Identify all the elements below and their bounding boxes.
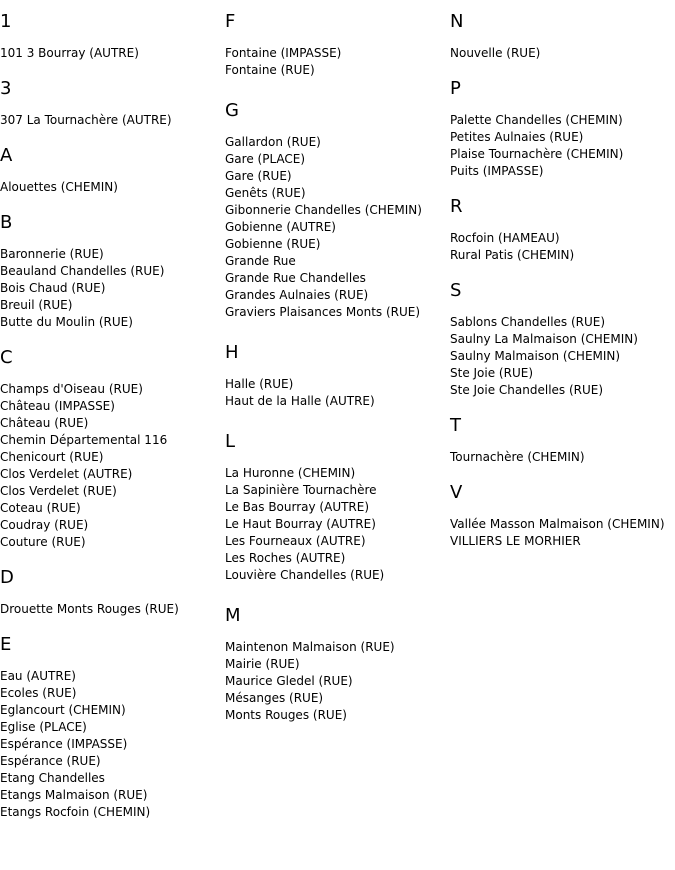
street-link[interactable]: 101 3 Bourray (AUTRE) bbox=[0, 46, 139, 60]
street-link[interactable]: Château (IMPASSE) bbox=[0, 399, 115, 413]
street-link[interactable]: Nouvelle (RUE) bbox=[450, 46, 541, 60]
street-index-column-3 bbox=[450, 0, 675, 550]
letter-group bbox=[450, 78, 675, 180]
letter-heading: 1 bbox=[0, 11, 12, 32]
street-index-column-2 bbox=[225, 0, 450, 724]
letter-group bbox=[450, 415, 675, 466]
street-link[interactable]: Rural Patis (CHEMIN) bbox=[450, 248, 575, 262]
street-link[interactable]: Couture (RUE) bbox=[0, 535, 86, 549]
street-list bbox=[0, 381, 225, 551]
street-link[interactable]: Maintenon Malmaison (RUE) bbox=[225, 640, 395, 654]
street-link[interactable]: Vallée Masson Malmaison (CHEMIN) bbox=[450, 517, 665, 531]
street-link[interactable]: Eglancourt (CHEMIN) bbox=[0, 703, 126, 717]
street-list bbox=[450, 112, 675, 180]
street-link[interactable]: Bois Chaud (RUE) bbox=[0, 281, 106, 295]
street-link[interactable]: 307 La Tournachère (AUTRE) bbox=[0, 113, 172, 127]
street-link[interactable]: Mésanges (RUE) bbox=[225, 691, 324, 705]
street-link[interactable]: Drouette Monts Rouges (RUE) bbox=[0, 602, 179, 616]
street-link[interactable]: Breuil (RUE) bbox=[0, 298, 73, 312]
letter-heading: E bbox=[0, 634, 12, 655]
letter-group bbox=[225, 100, 450, 321]
street-list bbox=[225, 639, 450, 724]
letter-heading: H bbox=[225, 342, 239, 363]
street-link[interactable]: Gallardon (RUE) bbox=[225, 135, 321, 149]
letter-heading: M bbox=[225, 605, 241, 626]
street-link[interactable]: Espérance (IMPASSE) bbox=[0, 737, 128, 751]
street-link[interactable]: Butte du Moulin (RUE) bbox=[0, 315, 133, 329]
letter-group bbox=[0, 567, 225, 618]
street-link[interactable]: Coteau (RUE) bbox=[0, 501, 81, 515]
letter-heading: B bbox=[0, 212, 13, 233]
letter-heading: N bbox=[450, 11, 464, 32]
street-link[interactable]: Genêts (RUE) bbox=[225, 186, 306, 200]
street-link[interactable]: Grandes Aulnaies (RUE) bbox=[225, 288, 369, 302]
letter-group bbox=[450, 482, 675, 550]
letter-group bbox=[225, 11, 450, 79]
street-list bbox=[225, 465, 450, 584]
street-link[interactable]: Champs d'Oiseau (RUE) bbox=[0, 382, 143, 396]
letter-heading: L bbox=[225, 431, 236, 452]
street-link[interactable]: La Huronne (CHEMIN) bbox=[225, 466, 356, 480]
street-link[interactable]: Baronnerie (RUE) bbox=[0, 247, 104, 261]
letter-heading: G bbox=[225, 100, 239, 121]
street-list bbox=[225, 376, 450, 410]
street-link[interactable]: Beauland Chandelles (RUE) bbox=[0, 264, 165, 278]
street-link[interactable]: Monts Rouges (RUE) bbox=[225, 708, 347, 722]
letter-heading: D bbox=[0, 567, 14, 588]
street-link[interactable]: Fontaine (RUE) bbox=[225, 63, 315, 77]
street-link[interactable]: Grande Rue bbox=[225, 254, 296, 268]
letter-group bbox=[225, 431, 450, 584]
street-list bbox=[0, 179, 225, 196]
letter-heading: C bbox=[0, 347, 13, 368]
street-list bbox=[450, 230, 675, 264]
street-link[interactable]: Les Fourneaux (AUTRE) bbox=[225, 534, 366, 548]
letter-group bbox=[0, 347, 225, 551]
street-list bbox=[0, 45, 225, 62]
street-link[interactable]: Gobienne (RUE) bbox=[225, 237, 321, 251]
street-link[interactable]: Coudray (RUE) bbox=[0, 518, 89, 532]
street-link[interactable]: Espérance (RUE) bbox=[0, 754, 101, 768]
street-link[interactable]: Chemin Départemental 116 bbox=[0, 433, 168, 447]
letter-heading: F bbox=[225, 11, 236, 32]
letter-heading: A bbox=[0, 145, 13, 166]
letter-heading: P bbox=[450, 78, 461, 99]
street-link[interactable]: Le Bas Bourray (AUTRE) bbox=[225, 500, 370, 514]
street-link[interactable]: Gibonnerie Chandelles (CHEMIN) bbox=[225, 203, 422, 217]
letter-heading: S bbox=[450, 280, 462, 301]
street-link[interactable]: Ste Joie (RUE) bbox=[450, 366, 533, 380]
street-link[interactable]: Mairie (RUE) bbox=[225, 657, 300, 671]
street-link[interactable]: Grande Rue Chandelles bbox=[225, 271, 366, 285]
street-link[interactable]: Eau (AUTRE) bbox=[0, 669, 76, 683]
street-link[interactable]: Gobienne (AUTRE) bbox=[225, 220, 336, 234]
street-link[interactable]: Puits (IMPASSE) bbox=[450, 164, 544, 178]
street-link[interactable]: Tournachère (CHEMIN) bbox=[450, 450, 585, 464]
street-link[interactable]: Ste Joie Chandelles (RUE) bbox=[450, 383, 604, 397]
street-list bbox=[0, 601, 225, 618]
street-link[interactable]: Saulny Malmaison (CHEMIN) bbox=[450, 349, 621, 363]
street-link[interactable]: Sablons Chandelles (RUE) bbox=[450, 315, 606, 329]
letter-group bbox=[0, 212, 225, 331]
street-link[interactable]: Saulny La Malmaison (CHEMIN) bbox=[450, 332, 638, 346]
street-link[interactable]: Château (RUE) bbox=[0, 416, 89, 430]
street-list bbox=[450, 516, 675, 550]
street-link[interactable]: Alouettes (CHEMIN) bbox=[0, 180, 118, 194]
letter-group bbox=[450, 11, 675, 62]
street-list bbox=[450, 45, 675, 62]
street-link[interactable]: Les Roches (AUTRE) bbox=[225, 551, 346, 565]
street-link[interactable]: Petites Aulnaies (RUE) bbox=[450, 130, 584, 144]
street-link[interactable]: Le Haut Bourray (AUTRE) bbox=[225, 517, 376, 531]
street-list bbox=[225, 45, 450, 79]
street-link[interactable]: Gare (RUE) bbox=[225, 169, 292, 183]
street-list bbox=[0, 112, 225, 129]
letter-group bbox=[0, 11, 225, 62]
street-link[interactable]: Etangs Malmaison (RUE) bbox=[0, 788, 148, 802]
street-link[interactable]: Clos Verdelet (AUTRE) bbox=[0, 467, 133, 481]
street-list bbox=[450, 449, 675, 466]
street-link[interactable]: Etang Chandelles bbox=[0, 771, 105, 785]
letter-heading: R bbox=[450, 196, 463, 217]
letter-heading: V bbox=[450, 482, 463, 503]
street-link[interactable]: Maurice Gledel (RUE) bbox=[225, 674, 353, 688]
street-link[interactable]: Haut de la Halle (AUTRE) bbox=[225, 394, 375, 408]
street-link[interactable]: VILLIERS LE MORHIER bbox=[450, 534, 581, 548]
street-link[interactable]: Louvière Chandelles (RUE) bbox=[225, 568, 385, 582]
letter-group bbox=[450, 280, 675, 399]
street-link[interactable]: Ecoles (RUE) bbox=[0, 686, 77, 700]
street-link[interactable]: Chenicourt (RUE) bbox=[0, 450, 104, 464]
street-list bbox=[0, 246, 225, 331]
street-list bbox=[450, 314, 675, 399]
street-link[interactable]: Fontaine (IMPASSE) bbox=[225, 46, 342, 60]
street-index-column-1 bbox=[0, 0, 225, 821]
street-link[interactable]: Eglise (PLACE) bbox=[0, 720, 87, 734]
street-list bbox=[225, 134, 450, 321]
letter-group bbox=[0, 78, 225, 129]
street-link[interactable]: Gare (PLACE) bbox=[225, 152, 306, 166]
street-list bbox=[0, 668, 225, 821]
letter-group bbox=[225, 605, 450, 724]
street-link[interactable]: Halle (RUE) bbox=[225, 377, 294, 391]
letter-heading: 3 bbox=[0, 78, 12, 99]
street-link[interactable]: La Sapinière Tournachère bbox=[225, 483, 377, 497]
street-link[interactable]: Clos Verdelet (RUE) bbox=[0, 484, 117, 498]
letter-group bbox=[225, 342, 450, 410]
street-link[interactable]: Etangs Rocfoin (CHEMIN) bbox=[0, 805, 151, 819]
street-link[interactable]: Palette Chandelles (CHEMIN) bbox=[450, 113, 623, 127]
street-link[interactable]: Rocfoin (HAMEAU) bbox=[450, 231, 560, 245]
letter-group bbox=[0, 634, 225, 821]
letter-group bbox=[450, 196, 675, 264]
letter-group bbox=[0, 145, 225, 196]
street-link[interactable]: Graviers Plaisances Monts (RUE) bbox=[225, 305, 421, 319]
street-link[interactable]: Plaise Tournachère (CHEMIN) bbox=[450, 147, 624, 161]
letter-heading: T bbox=[450, 415, 461, 436]
